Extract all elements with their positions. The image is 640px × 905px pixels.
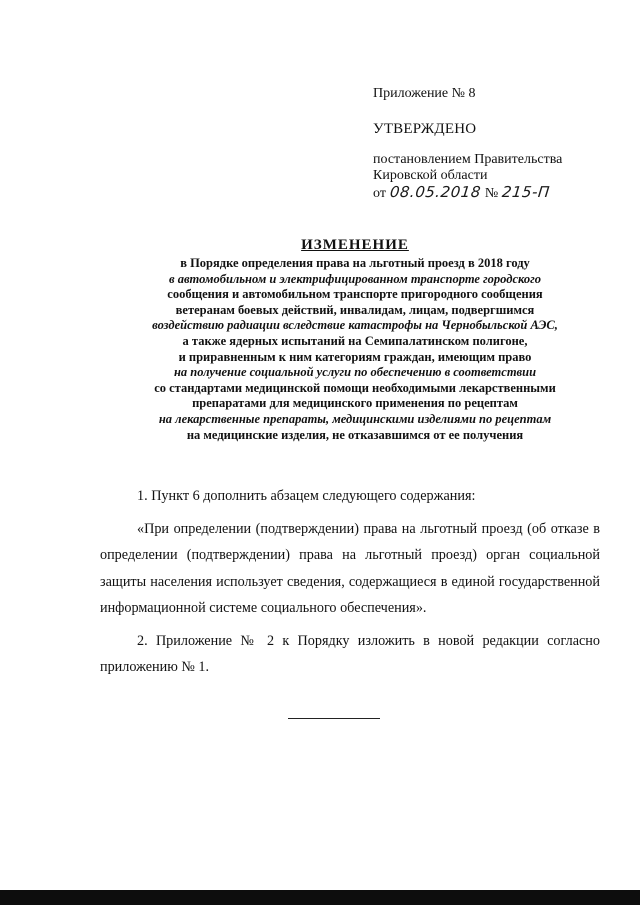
date-number-line	[373, 184, 613, 202]
handwritten-date: 08.05.2018	[388, 183, 482, 201]
item-2: 2. Приложение № 2 к Порядку изложить в новой редакции согласно приложению № 1.	[100, 632, 600, 675]
heading-line-3: сообщения и автомобильном транспорте пригородного сообщения	[167, 287, 543, 302]
heading-line-11: на лекарственные препараты, медицинскими изделиями по рецептам	[158, 411, 552, 426]
closing-separator-line	[288, 718, 380, 719]
handwritten-number: 215-П	[501, 183, 551, 201]
document-body	[100, 483, 600, 681]
heading-line-1: в Порядке определения права на льготный проезд в 2018 году	[180, 256, 530, 270]
heading-line-8: на получение социальной услуги по обеспечению в соответствии	[173, 365, 537, 380]
heading-line-5: воздействию радиации вследствие катастрофы на Чернобыльской АЭС,	[152, 318, 558, 333]
heading-line-12: на медицинские изделия, не отказавшимся от ее получения	[186, 427, 524, 442]
item-1: 1. Пункт 6 дополнить абзацем следующего содержания:	[137, 488, 476, 504]
heading-line-4: ветеранам боевых действий, инвалидам, лицам, подвергшимся	[175, 302, 535, 317]
heading-line-7: и приравненным к ним категориям граждан, имеющим право	[178, 349, 532, 364]
appendix-number: Приложение № 8	[373, 86, 476, 101]
heading-line-9: со стандартами медицинской помощи необходимыми лекарственными	[154, 380, 556, 395]
date-prefix: от	[373, 186, 386, 201]
decree-line-2: Кировской области	[373, 168, 488, 183]
scan-edge-bar	[0, 890, 640, 905]
approval-block	[373, 86, 613, 202]
heading-line-2: в автомобильном и электрифицированном транспорте городского	[169, 271, 541, 286]
decree-line-1: постановлением Правительства	[373, 152, 563, 167]
heading-title: ИЗМЕНЕНИЕ	[301, 237, 409, 253]
decree-reference	[373, 152, 613, 202]
quoted-paragraph: «При определении (подтверждении) права на льготный проезд (об отказе в определении (подтверждении) права на льготный проезд) орган социальной защиты населения использует сведения, содержащиеся в единой государственной информационной системе социального обеспечения».	[100, 520, 600, 616]
approved-stamp-text: УТВЕРЖДЕНО	[373, 121, 477, 137]
number-prefix: №	[484, 186, 499, 201]
heading-line-6: а также ядерных испытаний на Семипалатинском полигоне,	[182, 333, 528, 348]
document-heading	[90, 236, 620, 443]
heading-line-10: препаратами для медицинского применения по рецептам	[192, 396, 518, 411]
